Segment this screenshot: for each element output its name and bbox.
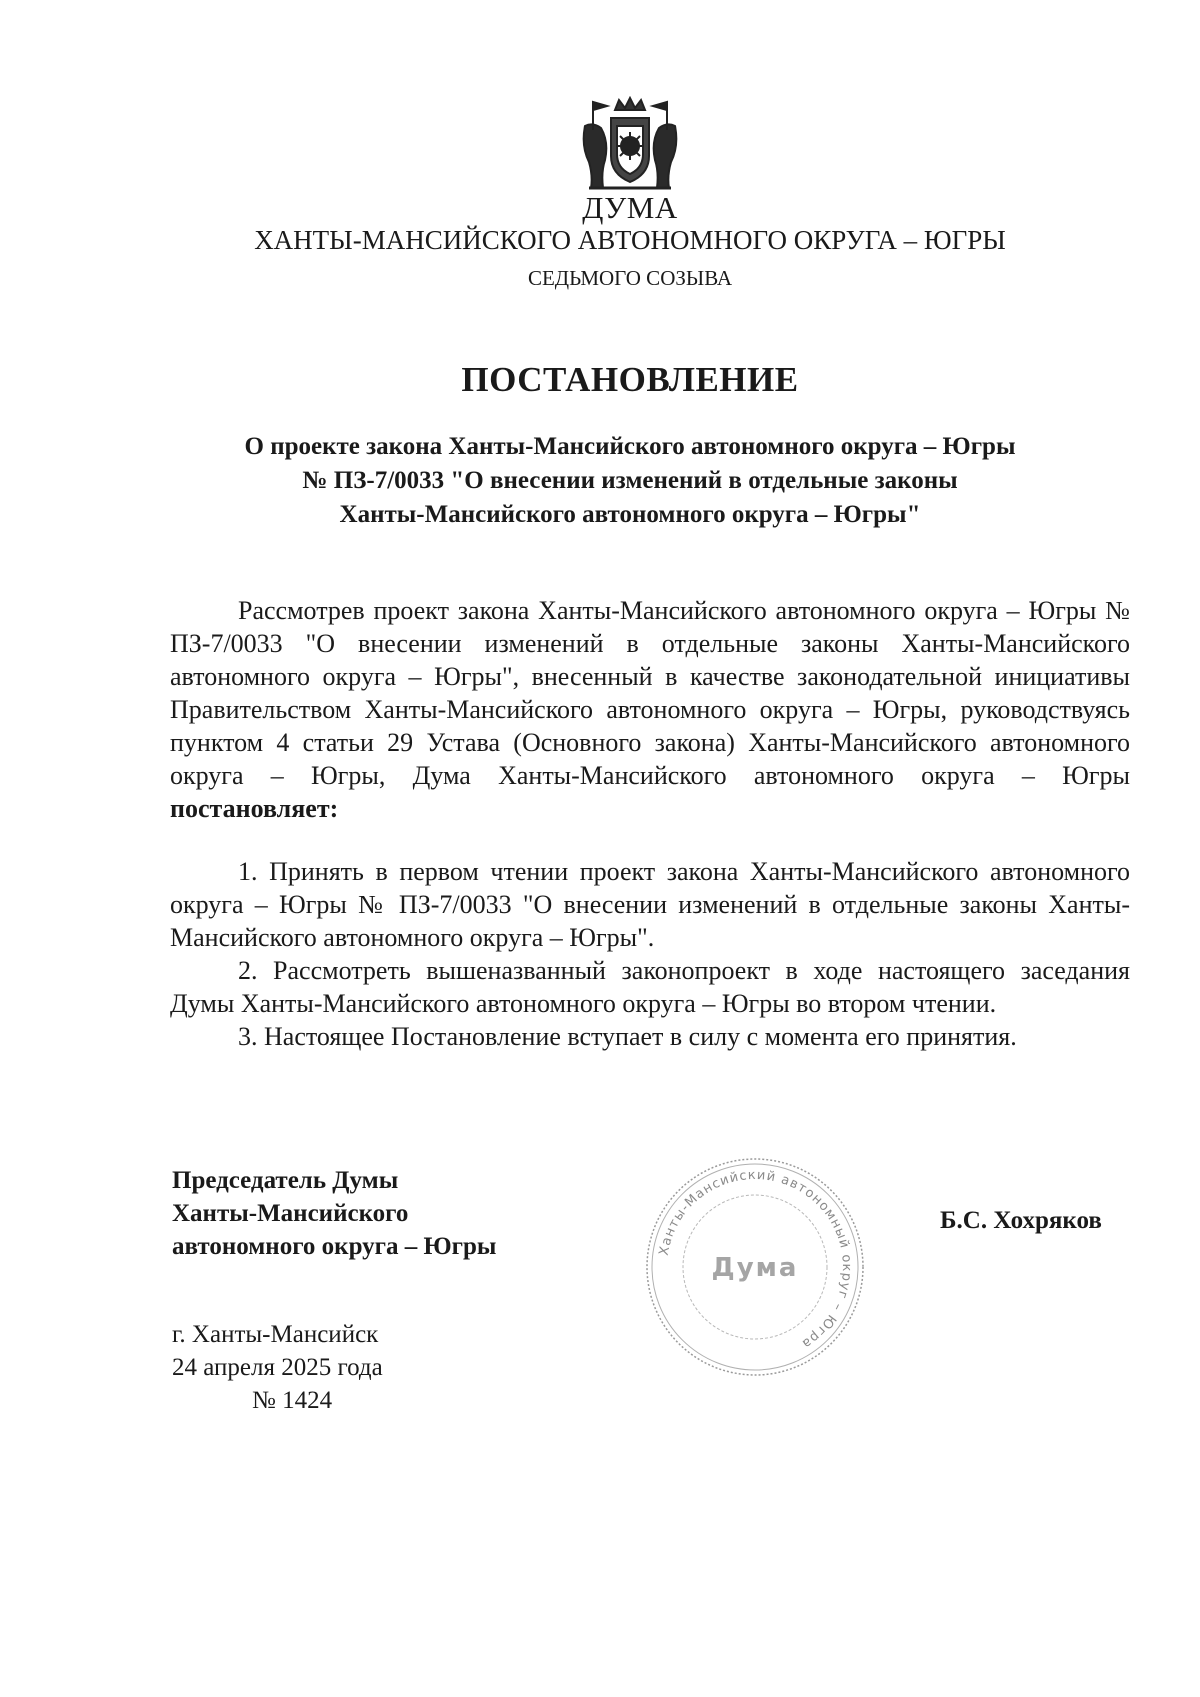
svg-text:Ханты-Мансийский автономный ок: Ханты-Мансийский автономный округ – Югра	[656, 1167, 855, 1352]
subject-line: № ПЗ-7/0033 "О внесении изменений в отдельные законы	[302, 467, 958, 494]
resolution-item: 2. Рассмотреть вышеназванный законопроект в ходе настоящего заседания Думы Ханты-Мансийского автономного округа – Югры во втором чтении.	[170, 956, 1130, 1018]
official-seal	[640, 1152, 870, 1382]
document-type-title: ПОСТАНОВЛЕНИЕ	[461, 360, 799, 399]
preamble-paragraph	[170, 594, 1130, 825]
convocation: СЕДЬМОГО СОЗЫВА	[527, 266, 733, 290]
preamble-text: Рассмотрев проект закона Ханты-Мансийского автономного округа – Югры № ПЗ-7/0033 "О внесении изменений в отдельные законы Ханты-Мансийского автономного округа – Югры", внесенный в качестве законодательной инициативы Правительством Ханты-Мансийского автономного округа – Югры, руководствуясь пунктом 4 статьи 29 Устава (Основного закона) Ханты-Мансийского автономного округа – Югры, Дума Ханты-Мансийского автономного округа – Югры	[170, 596, 1130, 790]
signer-name: Б.С. Хохряков	[940, 1207, 1102, 1234]
subject-line: Ханты-Мансийского автономного округа – Югры"	[339, 501, 921, 528]
coat-of-arms-icon	[575, 96, 685, 196]
signer-position-line: автономного округа – Югры	[172, 1233, 497, 1260]
document-number: № 1424	[252, 1387, 333, 1414]
org-region: ХАНТЫ-МАНСИЙСКОГО АВТОНОМНОГО ОКРУГА – ЮГРЫ	[254, 225, 1006, 255]
resolution-item: 1. Принять в первом чтении проект закона Ханты-Мансийского автономного округа – Югры № ПЗ-7/0033 "О внесении изменений в отдельные законы Ханты-Мансийского автономного округа – Югры".	[170, 857, 1130, 952]
date: 24 апреля 2025 года	[172, 1354, 383, 1381]
preamble-verb: постановляет:	[170, 794, 339, 823]
place-date-number	[172, 1318, 383, 1417]
subject-line: О проекте закона Ханты-Мансийского автономного округа – Югры	[244, 433, 1016, 460]
signer-position	[172, 1164, 496, 1263]
preamble	[170, 594, 1130, 825]
svg-text:Дума: Дума	[711, 1253, 799, 1283]
city: г. Ханты-Мансийск	[172, 1321, 379, 1348]
resolution-items	[170, 855, 1130, 1053]
document-subject	[150, 430, 1110, 532]
org-name: ДУМА	[582, 190, 678, 225]
signer-position-line: Ханты-Мансийского	[172, 1200, 409, 1227]
signer-position-line: Председатель Думы	[172, 1167, 399, 1194]
resolution-item: 3. Настоящее Постановление вступает в силу с момента его принятия.	[238, 1022, 1017, 1051]
